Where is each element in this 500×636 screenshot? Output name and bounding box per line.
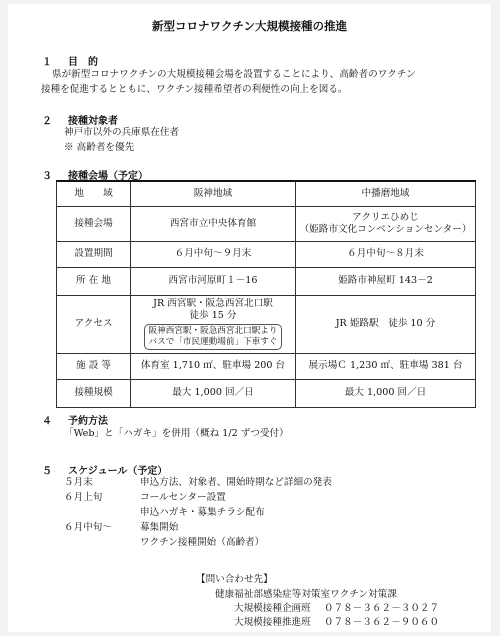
section-number: ２	[42, 116, 52, 127]
row-label: 接種規模	[57, 379, 131, 407]
schedule-what: 申込方法、対象者、開始時期など詳細の発表	[140, 477, 332, 488]
purpose-line-2: 接種を促進するとともに、ワクチン接種希望者の利便性の向上を図る。	[41, 84, 348, 95]
section-number: ３	[42, 171, 52, 182]
section-number: ５	[42, 466, 52, 477]
section-title: スケジュール（予定）	[68, 466, 168, 477]
section-title: 接種対象者	[68, 116, 118, 127]
table-cell: JR 姫路駅 徒歩 10 分	[296, 295, 476, 353]
schedule-when: ５月末	[64, 477, 93, 488]
section-title: 接種会場（予定）	[68, 171, 148, 182]
contact-team-1: 大規模接種企画班	[234, 603, 311, 614]
contact-team-2: 大規模接種推進班	[234, 617, 311, 628]
document-page	[8, 4, 491, 632]
contact-phone-2: ０７８－３６２－９０６０	[324, 617, 440, 628]
row-label: 設置期間	[57, 241, 131, 267]
table-cell: ６月中旬～８月末	[296, 241, 476, 267]
table-cell: 体育室 1,710 ㎡、駐車場 200 台	[131, 353, 296, 379]
section-title: 予約方法	[68, 416, 108, 427]
table-cell: 西宮市河原町１－16	[131, 267, 296, 295]
schedule-what: 募集開始	[140, 522, 179, 533]
row-label: 接種会場	[57, 206, 131, 241]
schedule-what: コールセンター設置	[140, 492, 226, 503]
table-row	[57, 206, 476, 241]
table-cell: 最大 1,000 回／日	[296, 379, 476, 407]
section-title: 目 的	[68, 57, 98, 68]
reservation-method: 「Web」と「ハガキ」を併用（概ね 1/2 ずつ受付）	[64, 428, 289, 439]
row-label: 施 設 等	[57, 353, 131, 379]
venue-name: アクリエひめじ	[352, 211, 419, 223]
table-cell: ６月中旬～９月末	[131, 241, 296, 267]
table-row	[57, 267, 476, 295]
access-line-2: 徒歩 15 分	[189, 310, 237, 321]
bus-note	[144, 324, 283, 350]
section-number: １	[42, 57, 52, 68]
target-line-1: 神戸市以外の兵庫県在住者	[64, 127, 180, 138]
table-cell: 阪神地域	[131, 181, 296, 206]
table-cell: 最大 1,000 回／日	[131, 379, 296, 407]
contact-department: 健康福祉部感染症等対策室ワクチン対策課	[215, 589, 397, 600]
schedule-what: ワクチン接種開始（高齢者）	[140, 537, 265, 548]
table-cell: 西宮市立中央体育館	[131, 206, 296, 241]
table-row	[57, 241, 476, 267]
table-cell: 地 域	[57, 181, 131, 206]
venue-subname: （姫路市文化コンベンションセンター）	[299, 223, 472, 235]
access-line-1: JR 西宮駅・阪急西宮北口駅	[153, 298, 273, 309]
table-cell	[131, 295, 296, 353]
table-cell: 展示場Ｃ 1,230 ㎡、駐車場 381 台	[296, 353, 476, 379]
section-number: ４	[42, 416, 52, 427]
table-cell: 中播磨地域	[296, 181, 476, 206]
row-label: アクセス	[57, 295, 131, 353]
table-row	[57, 295, 476, 353]
table-row	[57, 379, 476, 407]
schedule-when: ６月上旬	[64, 492, 103, 503]
table-row	[57, 353, 476, 379]
bus-note-line-1: 阪神西宮駅・阪急西宮北口駅より	[148, 326, 278, 336]
schedule-what: 申込ハガキ・募集チラシ配布	[140, 507, 265, 518]
contact-phone-1: ０７８－３６２－３０２７	[324, 603, 440, 614]
venue-table	[56, 180, 476, 408]
row-label: 所 在 地	[57, 267, 131, 295]
target-line-2: ※ 高齢者を優先	[64, 142, 135, 153]
contact-heading: 【問い合わせ先】	[196, 574, 273, 585]
table-header-row	[57, 181, 476, 206]
table-cell	[296, 206, 476, 241]
schedule-when: ６月中旬～	[64, 522, 112, 533]
bus-note-line-2: バスで「市民運動場前」下車すぐ	[148, 337, 278, 347]
purpose-line-1: 県が新型コロナワクチンの大規模接種会場を設置することにより、高齢者のワクチン	[52, 69, 416, 80]
table-cell: 姫路市神屋町 143－2	[296, 267, 476, 295]
page-title: 新型コロナワクチン大規模接種の推進	[152, 19, 347, 33]
